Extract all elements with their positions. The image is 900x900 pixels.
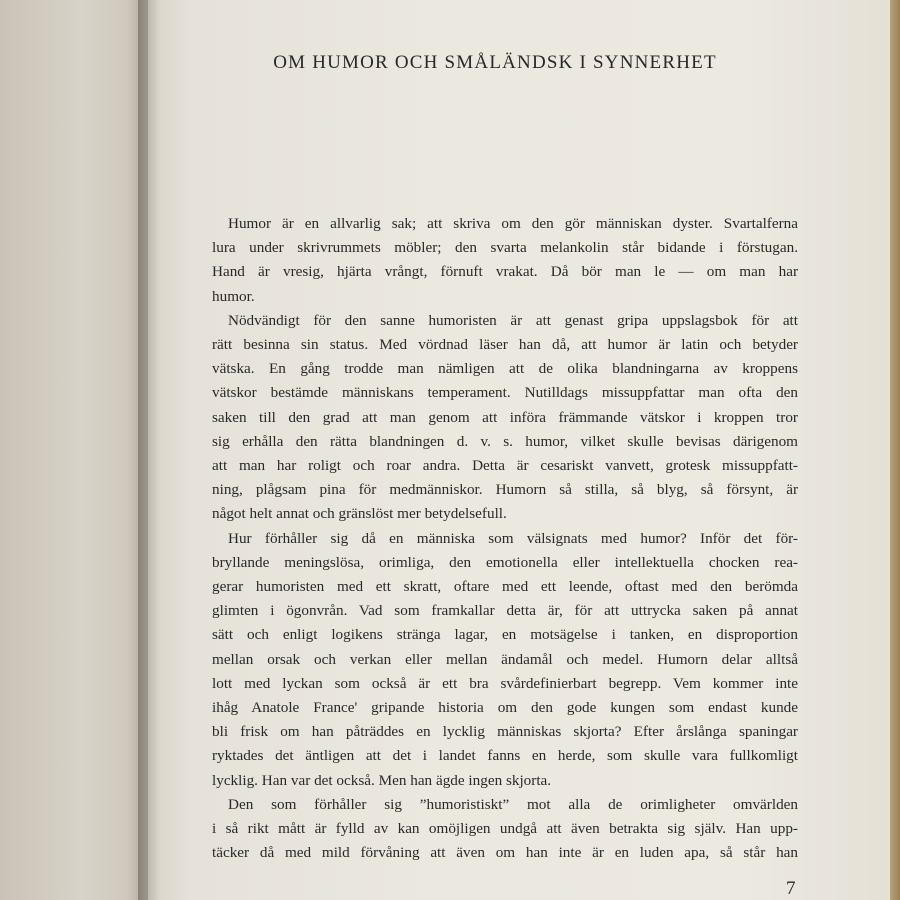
page-number: 7 <box>786 878 796 899</box>
text-line: i så rikt mått är fylld av kan omöjligen undgå att även betrakta sig själv. Han upp- <box>212 820 798 838</box>
text-line: gerar humoristen med ett skratt, oftare med ett leende, oftast med den berömda <box>212 578 798 596</box>
text-line: ryktades det äntligen att det i landet fanns en herde, som skulle vara fullkomligt <box>212 747 798 765</box>
page-edge <box>890 0 900 900</box>
paragraph <box>212 527 798 793</box>
text-line: att man har roligt och roar andra. Detta är cesariskt vanvett, grotesk missuppfatt- <box>212 457 798 475</box>
paragraph <box>212 793 798 866</box>
book-gutter <box>138 0 160 900</box>
paragraph <box>212 309 798 527</box>
text-line: sätt och enligt logikens stränga lagar, en motsägelse i tanken, en disproportion <box>212 626 798 644</box>
text-line: bryllande meningslösa, orimliga, den emotionella eller intellektuella chocken rea- <box>212 553 798 571</box>
text-line: rätt besinna sin status. Med vördnad läser han då, att humor är latin och betyder <box>212 336 798 354</box>
text-line: något helt annat och gränslöst mer betydelsefull. <box>212 505 507 523</box>
body-text <box>212 212 798 865</box>
text-line: ihåg Anatole France' gripande historia om den gode kungen som endast kunde <box>212 699 798 717</box>
text-line: täcker då med mild förvåning att även om han inte är en luden apa, så står han <box>212 844 798 862</box>
text-line: vätska. En gång trodde man nämligen att de olika blandningarna av kroppens <box>212 360 798 378</box>
text-line: saken till den grad att man genom att införa främmande vätskor i kroppen tror <box>212 408 798 426</box>
text-line: glimten i ögonvrån. Vad som framkallar detta är, för att uttrycka saken på annat <box>212 602 798 620</box>
left-page <box>0 0 150 900</box>
text-line: Nödvändigt för den sanne humoristen är att genast gripa uppslagsbok för att <box>228 311 798 329</box>
text-line: sig erhålla den rätta blandningen d. v. s. humor, vilket skulle bevisas därigenom <box>212 432 798 450</box>
chapter-title: OM HUMOR OCH SMÅLÄNDSK I SYNNERHET <box>273 52 717 73</box>
text-line: Den som förhåller sig ”humoristiskt” mot alla de orimligheter omvärlden <box>228 795 798 813</box>
text-line: lura under skrivrummets möbler; den svarta melankolin står bidande i förstugan. <box>212 239 798 257</box>
text-line: mellan orsak och verkan eller mellan ändamål och medel. Humorn delar alltså <box>212 650 798 668</box>
paragraph <box>212 212 798 309</box>
text-line: Humor är en allvarlig sak; att skriva om den gör människan dyster. Svartalferna <box>228 215 798 232</box>
text-line: vätskor bestämde människans temperament. Nutilldags missuppfattar man ofta den <box>212 384 798 402</box>
text-line: humor. <box>212 287 255 305</box>
text-line: Hur förhåller sig då en människa som välsignats med humor? Inför det för- <box>228 529 798 547</box>
text-line: bli frisk om han påträddes en lycklig människas skjorta? Efter årslånga spaningar <box>212 723 798 741</box>
text-line: lycklig. Han var det också. Men han ägde ingen skjorta. <box>212 771 552 789</box>
text-line: lott med lyckan som också är ett bra svårdefinierbart begrepp. Vem kommer inte <box>212 674 798 692</box>
text-line: Hand är vresig, hjärta vrångt, förnuft vrakat. Då bör man le — om man har <box>212 263 798 281</box>
text-line: ning, plågsam pina för medmänniskor. Humorn så stilla, så blyg, så försynt, är <box>212 481 798 499</box>
